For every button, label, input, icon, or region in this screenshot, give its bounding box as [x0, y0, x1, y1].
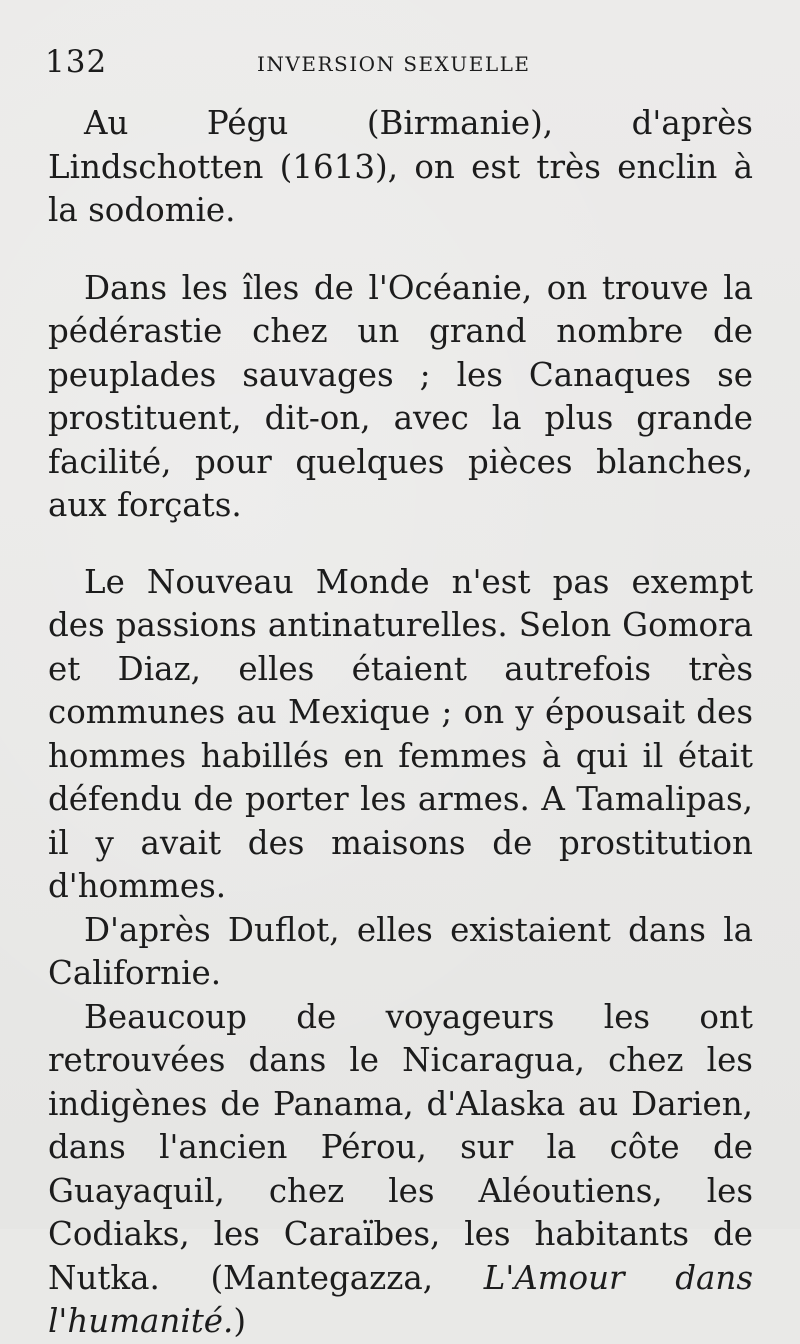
running-title: INVERSION SEXUELLE	[257, 52, 531, 76]
paragraph-voyageurs-text: Beaucoup de voyageurs les ont retrouvées dans le Nicaragua, chez les indigènes de Panama, d'Alaska au Darien, dans l'ancien Pérou, sur la côte de Guayaquil, chez les Aléoutiens, les Codiaks, les Caraïbes, les habitants de Nutka. (Mantegazza,	[48, 997, 753, 1297]
paragraph-voyageurs	[48, 996, 753, 1344]
paragraph-oceanie: Dans les îles de l'Océanie, on trouve la pédérastie chez un grand nombre de peuplades sauvages ; les Canaques se prostituent, dit-on, avec la plus grande facilité, pour quelques pièces blanches, aux forçats.	[48, 268, 753, 524]
paragraph-nouveau-monde: Le Nouveau Monde n'est pas exempt des passions antinaturelles. Selon Gomora et Diaz, elles étaient autrefois très communes au Mexique ; on y épousait des hommes habillés en femmes à qui il était défendu de porter les armes. A Tamalipas, il y avait des maisons de prostitution d'hommes.	[48, 562, 753, 905]
paragraph-duflot: D'après Duflot, elles existaient dans la Californie.	[48, 910, 753, 992]
paragraph-pegu: Au Pégu (Birmanie), d'après Lindschotten (1613), on est très enclin à la sodomie.	[48, 104, 753, 229]
paragraph-voyageurs-end: )	[233, 1302, 247, 1340]
page-header	[45, 44, 755, 84]
page-number: 132	[45, 44, 108, 80]
body-text	[48, 102, 753, 1344]
citation-title: L'Amour dans l'humanité.	[48, 1258, 753, 1340]
